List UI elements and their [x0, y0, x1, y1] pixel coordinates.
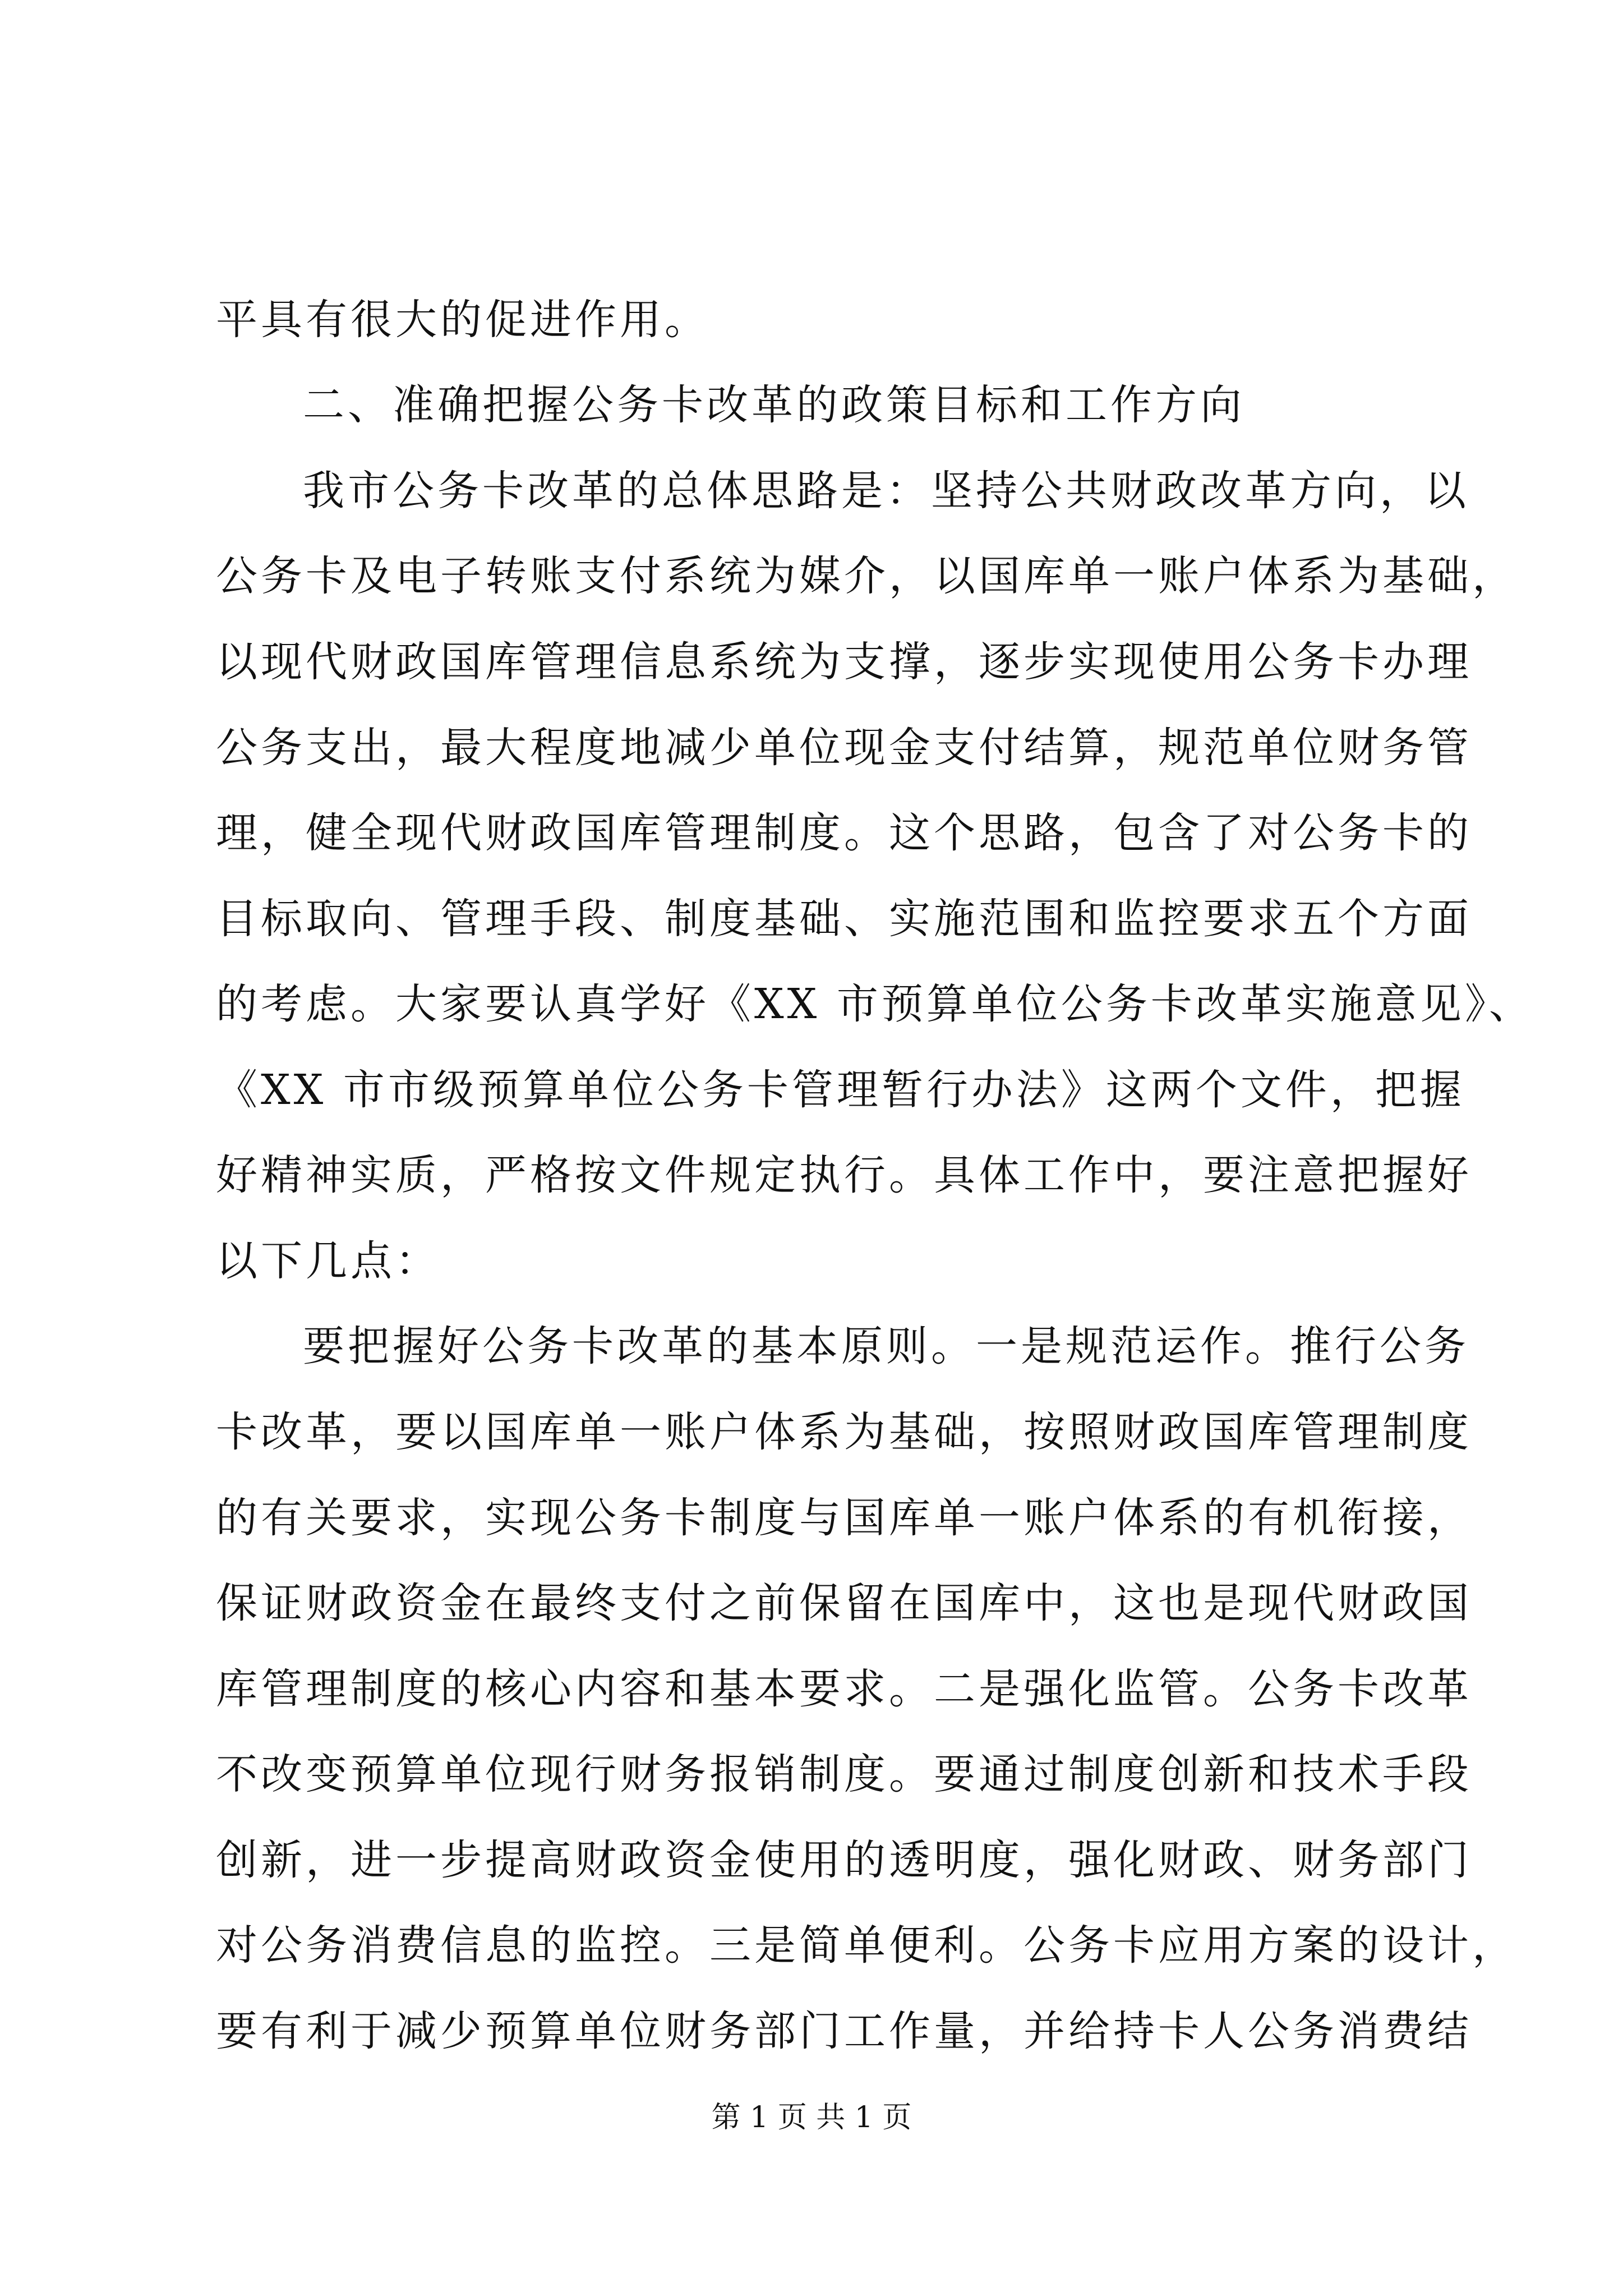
- paragraph-line: 要把握好公务卡改革的基本原则。一是规范运作。推行公务: [303, 1322, 1469, 1370]
- paragraph-line: 库管理制度的核心内容和基本要求。二是强化监管。公务卡改革: [216, 1665, 1472, 1713]
- paragraph-line: 要有利于减少预算单位财务部门工作量，并给持卡人公务消费结: [216, 2007, 1472, 2055]
- paragraph-line: 以现代财政国库管理信息系统为支撑，逐步实现使用公务卡办理: [216, 638, 1472, 686]
- paragraph-line: 创新，进一步提高财政资金使用的透明度，强化财政、财务部门: [216, 1836, 1472, 1884]
- body-text-line: 平具有很大的促进作用。: [216, 296, 709, 344]
- paragraph-line: 对公务消费信息的监控。三是简单便利。公务卡应用方案的设计，: [216, 1921, 1517, 1970]
- paragraph-line: 目标取向、管理手段、制度基础、实施范围和监控要求五个方面: [216, 895, 1472, 943]
- paragraph-line: 公务卡及电子转账支付系统为媒介，以国库单一账户体系为基础，: [216, 552, 1517, 600]
- paragraph-line: 的有关要求，实现公务卡制度与国库单一账户体系的有机衔接，: [216, 1494, 1472, 1542]
- paragraph-line: 不改变预算单位现行财务报销制度。要通过制度创新和技术手段: [216, 1750, 1472, 1798]
- paragraph-line: 《XX 市市级预算单位公务卡管理暂行办法》这两个文件，把握: [216, 1066, 1465, 1114]
- paragraph-line: 我市公务卡改革的总体思路是：坚持公共财政改革方向，以: [303, 467, 1469, 515]
- paragraph-line: 保证财政资金在最终支付之前保留在国库中，这也是现代财政国: [216, 1579, 1472, 1627]
- paragraph-line: 好精神实质，严格按文件规定执行。具体工作中，要注意把握好: [216, 1151, 1472, 1199]
- page-number-footer: 第 1 页 共 1 页: [711, 2101, 912, 2134]
- paragraph-line: 卡改革，要以国库单一账户体系为基础，按照财政国库管理制度: [216, 1408, 1472, 1456]
- paragraph-line: 的考虑。大家要认真学好《XX 市预算单位公务卡改革实施意见》、: [216, 980, 1534, 1028]
- section-heading: 二、准确把握公务卡改革的政策目标和工作方向: [303, 381, 1245, 429]
- paragraph-line: 以下几点：: [216, 1237, 440, 1285]
- paragraph-line: 公务支出，最大程度地减少单位现金支付结算，规范单位财务管: [216, 724, 1472, 772]
- paragraph-line: 理，健全现代财政国库管理制度。这个思路，包含了对公务卡的: [216, 809, 1472, 857]
